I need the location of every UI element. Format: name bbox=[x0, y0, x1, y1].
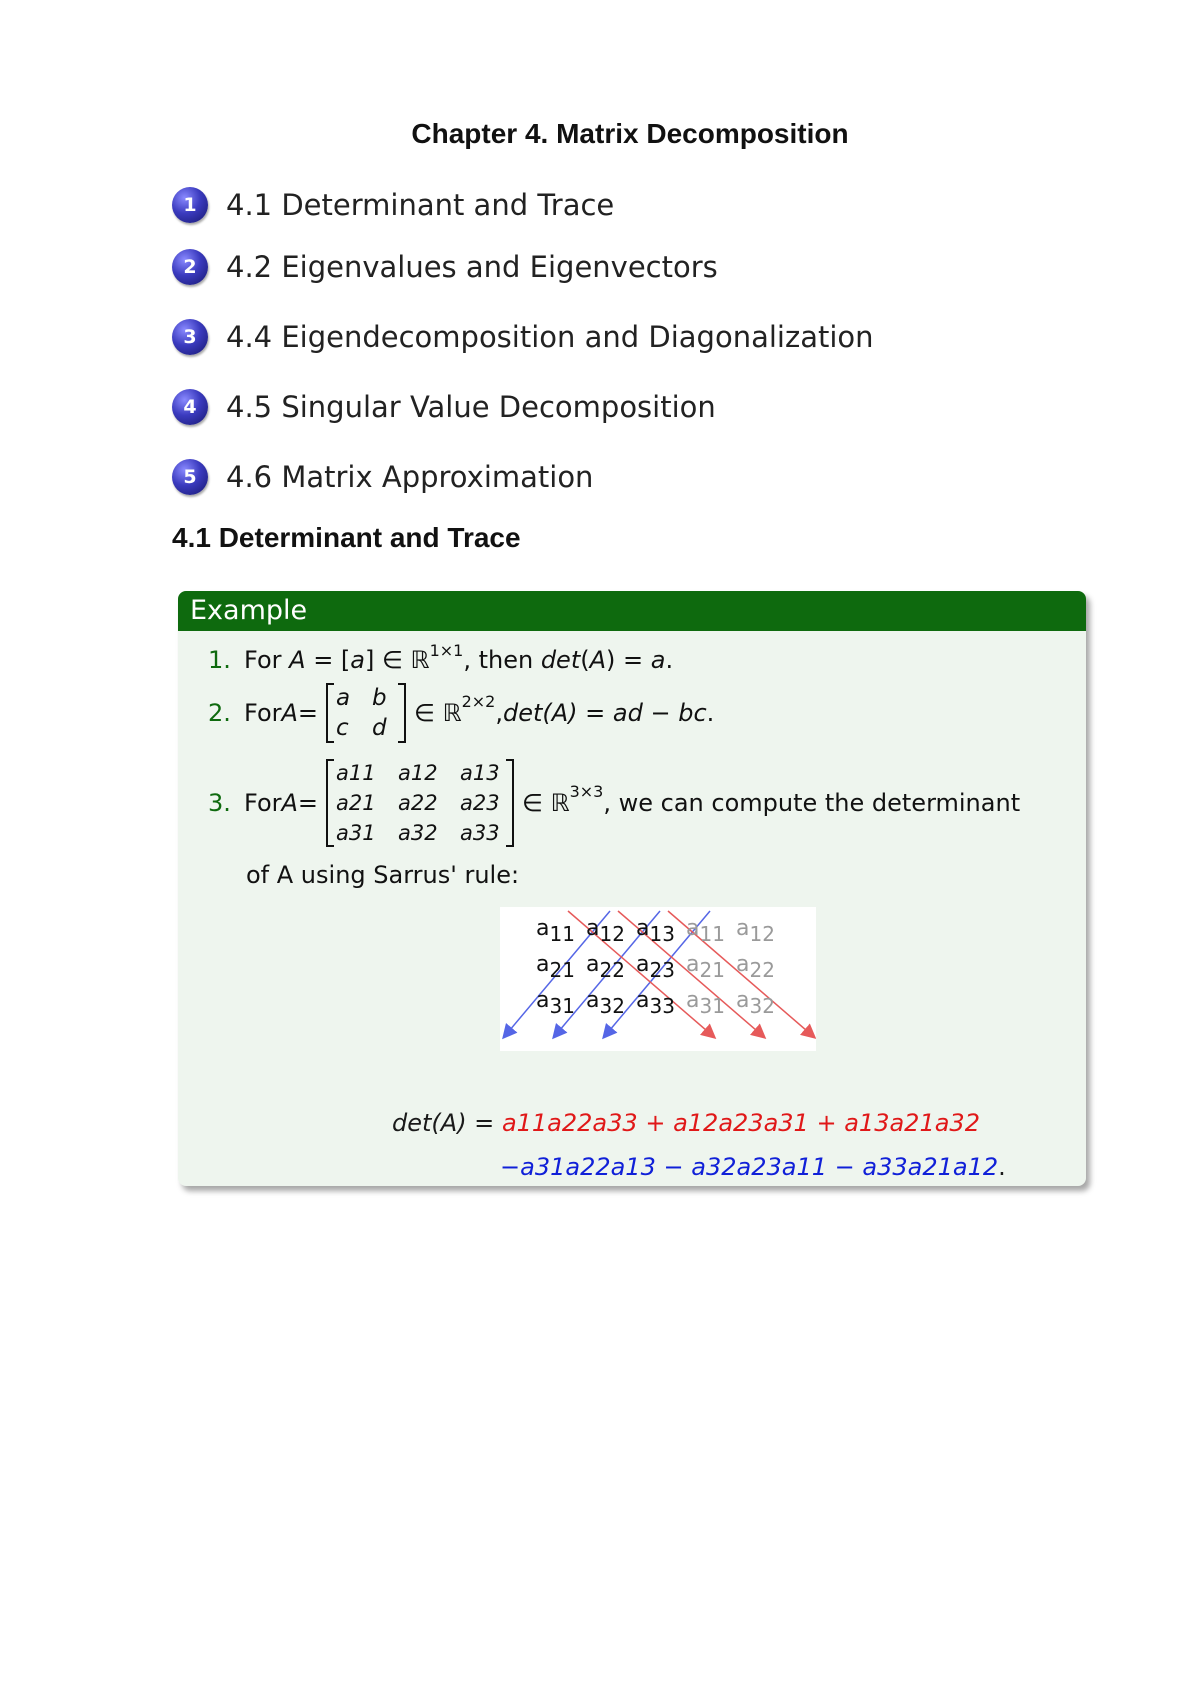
sarrus-entry: a13 bbox=[636, 916, 675, 946]
item-2-det: det(A) = ad − bc bbox=[502, 699, 707, 727]
matrix-entry: a33 bbox=[460, 821, 500, 845]
matrix-entry: a23 bbox=[460, 791, 500, 815]
example-item-2 bbox=[208, 683, 714, 743]
sarrus-entry: a11 bbox=[536, 916, 575, 946]
sarrus-rule-diagram bbox=[500, 907, 816, 1051]
item-1-paren: ( bbox=[580, 646, 590, 674]
formula-term: a12a23a31 bbox=[673, 1109, 809, 1137]
item-2-var: A bbox=[281, 699, 298, 727]
item-1-var2: A bbox=[589, 646, 607, 674]
sarrus-entry: a22 bbox=[586, 952, 625, 982]
matrix-entry: a11 bbox=[336, 761, 376, 785]
item-1-dim: 1×1 bbox=[429, 641, 464, 660]
item-3-number: 3. bbox=[208, 789, 231, 817]
toc-label-1: 4.1 Determinant and Trace bbox=[226, 188, 615, 222]
sarrus-entry-repeat: a21 bbox=[686, 952, 725, 982]
item-3-var: A bbox=[281, 789, 298, 817]
sarrus-entry-repeat: a11 bbox=[686, 916, 725, 946]
item-1-det: det bbox=[540, 646, 581, 674]
toc-item-3 bbox=[172, 319, 874, 355]
sarrus-entry: a31 bbox=[536, 988, 575, 1018]
item-2-number: 2. bbox=[208, 699, 231, 727]
item-1-period: . bbox=[665, 646, 674, 674]
example-item-3 bbox=[208, 759, 1020, 847]
formula-term: a33a21a12 bbox=[862, 1153, 999, 1181]
toc-bullet-3: 3 bbox=[172, 319, 208, 355]
item-3-set: ∈ ℝ bbox=[522, 789, 570, 817]
item-2-comma: , bbox=[495, 699, 503, 727]
item-2-period: . bbox=[706, 699, 715, 727]
item-1-eq2: ) = bbox=[606, 646, 651, 674]
sarrus-entry-repeat: a31 bbox=[686, 988, 725, 1018]
matrix-entry: a13 bbox=[460, 761, 500, 785]
toc-label-5: 4.6 Matrix Approximation bbox=[226, 460, 594, 494]
item-3-dim: 3×3 bbox=[569, 781, 604, 801]
item-1-then: , then bbox=[463, 646, 541, 674]
item-1-set: ] ∈ ℝ bbox=[365, 646, 430, 674]
sarrus-entry: a21 bbox=[536, 952, 575, 982]
sarrus-entry: a33 bbox=[636, 988, 675, 1018]
matrix-3x3 bbox=[326, 759, 514, 847]
formula-term: a31a22a13 bbox=[520, 1153, 656, 1181]
sarrus-entry: a32 bbox=[586, 988, 625, 1018]
matrix-entry: a21 bbox=[336, 791, 376, 815]
item-2-eq: = bbox=[297, 699, 319, 727]
matrix-entry: c bbox=[336, 715, 349, 741]
example-item-1 bbox=[208, 641, 673, 674]
matrix-entry: b bbox=[372, 685, 387, 711]
item-2-for: For bbox=[244, 699, 282, 727]
section-heading: 4.1 Determinant and Trace bbox=[172, 522, 521, 553]
example-block bbox=[178, 591, 1086, 1186]
matrix-entry: a bbox=[336, 685, 351, 711]
item-3-text: , we can compute the determinant bbox=[603, 789, 1021, 817]
item-3-line-2: of A using Sarrus' rule: bbox=[246, 861, 520, 889]
sarrus-svg bbox=[500, 907, 816, 1051]
matrix-entry: a12 bbox=[398, 761, 438, 785]
toc-label-2: 4.2 Eigenvalues and Eigenvectors bbox=[226, 250, 718, 284]
formula-line-2: −a31a22a13 − a32a23a11 − a33a21a12. bbox=[500, 1153, 1006, 1181]
toc-item-5 bbox=[172, 459, 593, 495]
toc-item-1 bbox=[172, 187, 614, 223]
toc-label-4: 4.5 Singular Value Decomposition bbox=[226, 390, 716, 424]
matrix-entry: a32 bbox=[398, 821, 438, 845]
item-3-for: For bbox=[244, 789, 282, 817]
item-1-for: For bbox=[244, 646, 290, 674]
example-header: Example bbox=[178, 591, 1086, 631]
formula-line-1: det(A) = a11a22a33 + a12a23a31 + a13a21a32 bbox=[392, 1109, 980, 1137]
item-1-result: a bbox=[650, 646, 666, 674]
item-2-set: ∈ ℝ bbox=[414, 699, 462, 727]
sarrus-entry: a12 bbox=[586, 916, 625, 946]
toc-item-2 bbox=[172, 249, 718, 285]
toc-label-3: 4.4 Eigendecomposition and Diagonalization bbox=[226, 320, 874, 354]
sarrus-entry-repeat: a22 bbox=[736, 952, 775, 982]
matrix-2x2 bbox=[326, 683, 406, 743]
toc-bullet-4: 4 bbox=[172, 389, 208, 425]
sarrus-entries bbox=[536, 916, 775, 1018]
formula-term: a32a23a11 bbox=[691, 1153, 827, 1181]
matrix-entry: a31 bbox=[336, 821, 376, 845]
toc-item-4 bbox=[172, 389, 716, 425]
sarrus-entry: a23 bbox=[636, 952, 675, 982]
item-1-entry: a bbox=[350, 646, 366, 674]
sarrus-entry-repeat: a32 bbox=[736, 988, 775, 1018]
item-2-dim: 2×2 bbox=[461, 691, 496, 711]
formula-term: a13a21a32 bbox=[844, 1109, 980, 1137]
page-title: Chapter 4. Matrix Decomposition bbox=[411, 118, 849, 149]
item-1-var: A bbox=[289, 646, 306, 674]
formula-term: a11a22a33 bbox=[501, 1109, 638, 1137]
toc-bullet-5: 5 bbox=[172, 459, 208, 495]
toc-bullet-1: 1 bbox=[172, 187, 208, 223]
formula-lhs: det(A) = bbox=[392, 1109, 495, 1137]
item-1-eq: = [ bbox=[305, 646, 351, 674]
matrix-entry: d bbox=[372, 715, 387, 741]
sarrus-entry-repeat: a12 bbox=[736, 916, 775, 946]
item-3-eq: = bbox=[297, 789, 319, 817]
item-1-number: 1. bbox=[208, 646, 231, 674]
matrix-entry: a22 bbox=[398, 791, 438, 815]
toc-bullet-2: 2 bbox=[172, 249, 208, 285]
